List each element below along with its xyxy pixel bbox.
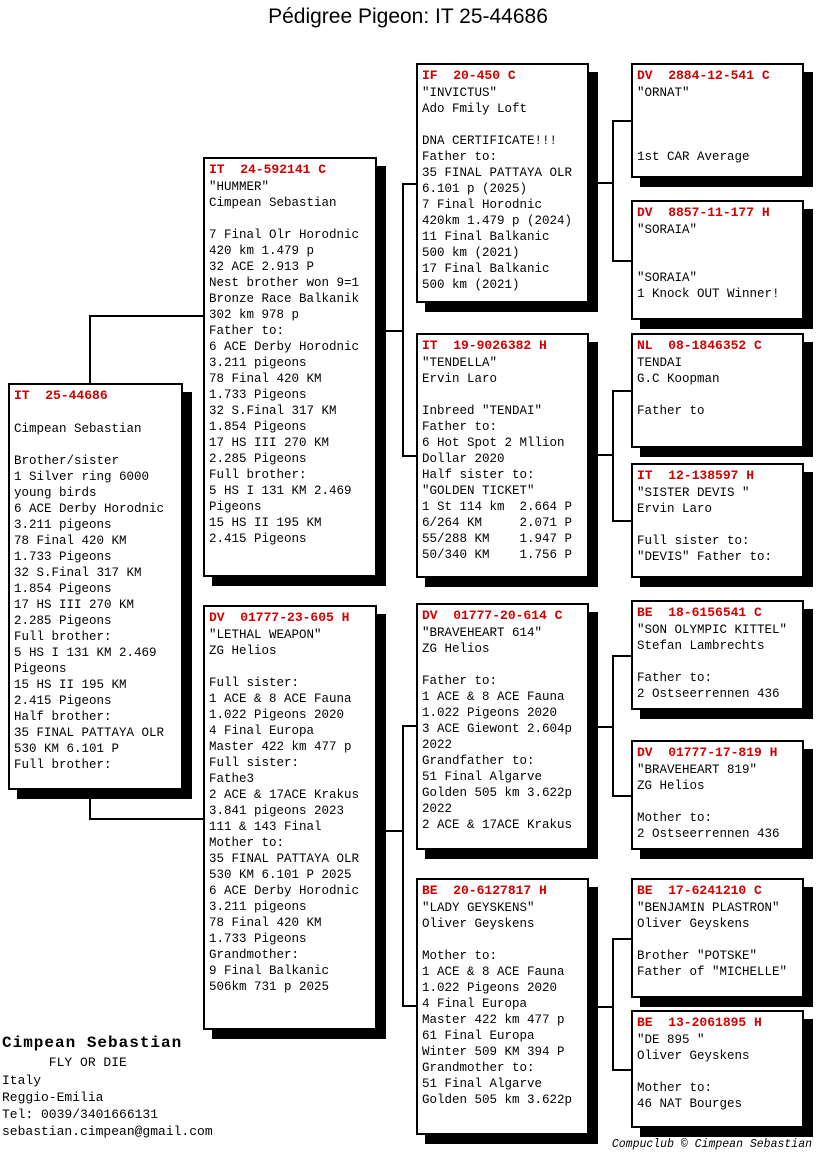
connector-line — [589, 1006, 613, 1008]
ring-number: IT 12-138597 H — [637, 468, 755, 483]
pedigree-box-sire-sire — [416, 63, 589, 303]
pedigree-box-sire-dam-sire — [631, 333, 804, 448]
ring-number: NL 08-1846352 C — [637, 338, 762, 353]
connector-line — [612, 938, 614, 1071]
ring-number: DV 01777-23-605 H — [209, 610, 350, 625]
connector-line — [612, 260, 631, 262]
pedigree-notes: "BRAVEHEART 819" ZG Helios Mother to: 2 Ostseerrennen 436 — [637, 763, 780, 841]
connector-line — [589, 454, 613, 456]
connector-line — [612, 1069, 631, 1071]
ring-number: IT 25-44686 — [14, 388, 108, 403]
pedigree-notes: Cimpean Sebastian Brother/sister 1 Silver ring 6000 young birds 6 ACE Derby Horodnic 3.211 pigeons 78 Final 420 KM 1.733 Pigeons 32 S.Final 317 KM 1.854 Pigeons 17 HS III 270 KM 2.285 Pigeons Full brother: 5 HS I 131 KM 2.469 Pigeons 15 HS II 195 KM 2.415 Pigeons Half brother: 35 FINAL PATTAYA OLR 530 KM 6.101 P Full brother: — [14, 422, 165, 772]
connector-line — [612, 390, 614, 522]
connector-line — [402, 455, 416, 457]
pedigree-box-subject — [8, 383, 183, 790]
page-title: Pédigree Pigeon: IT 25-44686 — [268, 5, 548, 28]
owner-motto: FLY OR DIE — [2, 1055, 127, 1070]
owner-country: Italy — [2, 1073, 42, 1088]
connector-line — [402, 183, 416, 185]
connector-line — [89, 315, 203, 317]
pedigree-notes: "INVICTUS" Ado Fmily Loft DNA CERTIFICATE!!! Father to: 35 FINAL PATTAYA OLR 6.101 p (2025) 7 Final Horodnic 420km 1.479 p (2024) 11 Final Balkanic 500 km (2021) 17 Final Balkanic 500 km (2021) — [422, 86, 573, 292]
pedigree-notes: "TENDELLA" Ervin Laro Inbreed "TENDAI" Father to: 6 Hot Spot 2 Mllion Dollar 2020 Half sister to: "GOLDEN TICKET" 1 St 114 km 2.664 P 6/264 KM 2.071 P 55/288 KM 1.947 P 50/340 KM 1.756 P — [422, 356, 573, 562]
ring-number: IT 19-9026382 H — [422, 338, 547, 353]
pedigree-notes: "BRAVEHEART 614" ZG Helios Father to: 1 ACE & 8 ACE Fauna 1.022 Pigeons 2020 3 ACE Giewont 2.604p 2022 Grandfather to: 51 Final Algarve Golden 505 km 3.622p 2022 2 ACE & 17ACE Krakus — [422, 626, 573, 832]
owner-email: sebastian.cimpean@gmail.com — [2, 1124, 213, 1139]
pedigree-notes: "LADY GEYSKENS" Oliver Geyskens Mother to: 1 ACE & 8 ACE Fauna 1.022 Pigeons 2020 4 Final Europa Master 422 km 477 p 61 Final Europa Winter 509 KM 394 P Grandmother to: 51 Final Algarve Golden 505 km 3.622p — [422, 901, 573, 1107]
connector-line — [612, 655, 614, 797]
ring-number: BE 18-6156541 C — [637, 605, 762, 620]
pedigree-box-sire — [203, 157, 377, 577]
ring-number: DV 8857-11-177 H — [637, 205, 770, 220]
pedigree-box-dam-dam-dam — [631, 1010, 804, 1128]
owner-name: Cimpean Sebastian — [2, 1034, 183, 1052]
connector-line — [402, 183, 404, 457]
ring-number: IT 24-592141 C — [209, 162, 327, 177]
pedigree-box-dam-sire-sire — [631, 600, 804, 710]
ring-number: DV 01777-20-614 C — [422, 608, 563, 623]
connector-line — [402, 1005, 416, 1007]
connector-line — [402, 725, 404, 1007]
pedigree-box-sire-sire-sire — [631, 63, 804, 178]
pedigree-notes: "LETHAL WEAPON" ZG Helios Full sister: 1 ACE & 8 ACE Fauna 1.022 Pigeons 2020 4 Final Europa Master 422 km 477 p Full sister: Fathe3 2 ACE & 17ACE Krakus 3.841 pigeons 2023 111 & 143 Final Mother to: 35 FINAL PATTAYA OLR 530 KM 6.101 P 2025 6 ACE Derby Horodnic 3.211 pigeons 78 Final 420 KM 1.733 Pigeons Grandmother: 9 Final Balkanic 506km 731 p 2025 — [209, 628, 360, 994]
connector-line — [612, 120, 631, 122]
ring-number: IF 20-450 C — [422, 68, 516, 83]
pedigree-box-dam-dam-sire — [631, 878, 804, 998]
connector-line — [589, 726, 613, 728]
pedigree-notes: "HUMMER" Cimpean Sebastian 7 Final Olr Horodnic 420 km 1.479 p 32 ACE 2.913 P Nest brother won 9=1 Bronze Race Balkanik 302 km 978 p Father to: 6 ACE Derby Horodnic 3.211 pigeons 78 Final 420 KM 1.733 Pigeons 32 S.Final 317 KM 1.854 Pigeons 17 HS III 270 KM 2.285 Pigeons Full brother: 5 HS I 131 KM 2.469 Pigeons 15 HS II 195 KM 2.415 Pigeons — [209, 180, 360, 546]
ring-number: BE 17-6241210 C — [637, 883, 762, 898]
pedigree-notes: "SISTER DEVIS " Ervin Laro Full sister to: "DEVIS" Father to: — [637, 486, 773, 564]
pedigree-notes: "ORNAT" 1st CAR Average — [637, 86, 750, 164]
connector-line — [377, 330, 403, 332]
software-credit: Compuclub © Cimpean Sebastian — [611, 1138, 812, 1151]
ring-number: BE 20-6127817 H — [422, 883, 547, 898]
pedigree-box-dam-sire-dam — [631, 740, 804, 850]
pedigree-notes: "BENJAMIN PLASTRON" Oliver Geyskens Brother "POTSKE" Father of "MICHELLE" — [637, 901, 788, 979]
connector-line — [589, 182, 613, 184]
pedigree-box-dam-dam — [416, 878, 589, 1135]
owner-city: Reggio-Emilia — [2, 1090, 104, 1105]
ring-number: DV 2884-12-541 C — [637, 68, 770, 83]
ring-number: BE 13-2061895 H — [637, 1015, 762, 1030]
pedigree-box-dam — [203, 605, 377, 1030]
ring-number: DV 01777-17-819 H — [637, 745, 778, 760]
pedigree-box-sire-dam-dam — [631, 463, 804, 578]
connector-line — [612, 120, 614, 262]
connector-line — [402, 725, 416, 727]
connector-line — [612, 938, 631, 940]
connector-line — [612, 655, 631, 657]
pedigree-notes: TENDAI G.C Koopman Father to — [637, 356, 720, 418]
pedigree-box-dam-sire — [416, 603, 589, 850]
connector-line — [612, 795, 631, 797]
pedigree-notes: "SON OLYMPIC KITTEL" Stefan Lambrechts Father to: 2 Ostseerrennen 436 — [637, 623, 788, 701]
connector-line — [89, 818, 203, 820]
connector-line — [612, 520, 631, 522]
owner-phone: Tel: 0039/3401666131 — [2, 1107, 159, 1122]
pedigree-box-sire-dam — [416, 333, 589, 578]
connector-line — [377, 830, 403, 832]
pedigree-notes: "DE 895 " Oliver Geyskens Mother to: 46 NAT Bourges — [637, 1033, 750, 1111]
connector-line — [612, 390, 631, 392]
pedigree-box-sire-sire-dam — [631, 200, 804, 320]
pedigree-notes: "SORAIA" "SORAIA" 1 Knock OUT Winner! — [637, 223, 780, 301]
